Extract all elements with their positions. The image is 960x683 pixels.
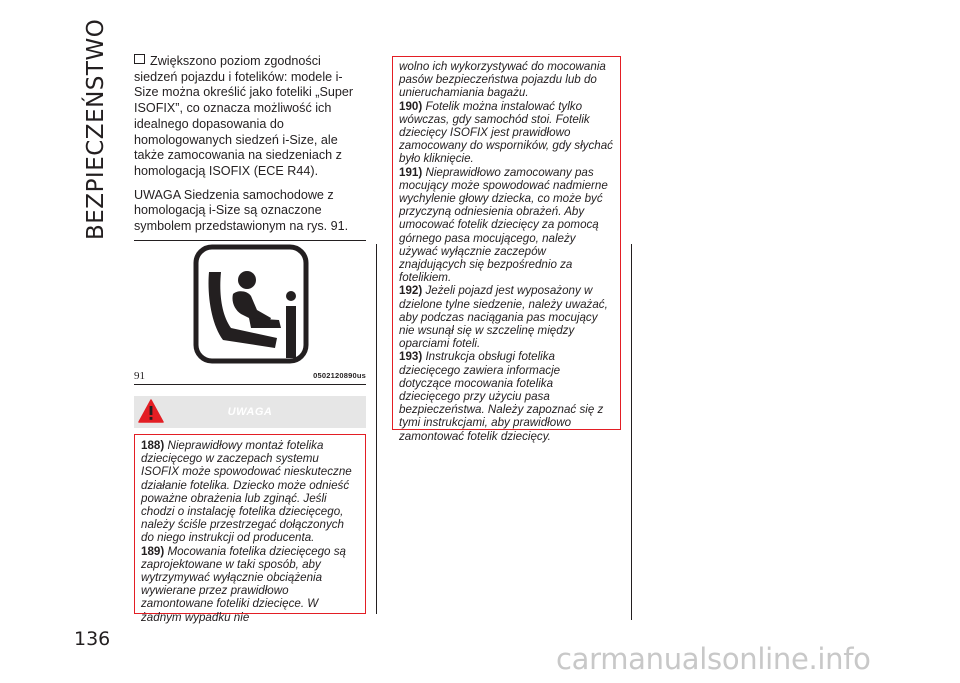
warning-box-continued (392, 56, 621, 443)
child-seat-isofix-icon (193, 244, 309, 364)
figure-number: 91 (134, 370, 145, 382)
warning-item: 189) Mocowania fotelika dziecięcego są zaprojektowane w taki sposób, aby wytrzymywać wyłącznie obciążenia wywierane przez prawidłowo zamontowane foteliki dziecięce. W żadnym wypadku nie (141, 544, 346, 624)
square-bullet-icon (134, 54, 145, 64)
figure-code: 0502120890us (313, 371, 366, 380)
column-divider (631, 244, 632, 620)
warning-title: UWAGA (227, 406, 273, 418)
paragraph: Zwiększono poziom zgodności siedzeń pojazdu i fotelików: modele i-Size można określić jako foteliki „Super ISOFIX”, co oznacza możliwość ich idealnego dopasowania do homologowanych siedzeń i-Size, ale także zamocowania na siedzeniach z homologacją ISOFIX (ECE R44). (134, 54, 354, 178)
watermark: carmanualsonline.info (556, 642, 871, 676)
page-number: 136 (74, 628, 111, 650)
section-title: BEZPIECZEŃSTWO (83, 18, 109, 240)
figure-top-rule (134, 240, 366, 241)
paragraph-note: UWAGA Siedzenia samochodowe z homologacją i-Size są oznaczone symbolem przedstawionym na rys. 91. (134, 187, 349, 234)
figure-bottom-rule (134, 384, 366, 385)
warning-item: wolno ich wykorzystywać do mocowania pasów bezpieczeństwa pojazdu lub do unieruchamiania bagażu. (399, 60, 606, 100)
warning-box (134, 434, 366, 624)
column-divider (376, 244, 377, 614)
body-text (134, 54, 366, 243)
warning-header (134, 396, 366, 428)
warning-item: 190) Fotelik można instalować tylko wówczas, gdy samochód stoi. Fotelik dziecięcy ISOFIX jest prawidłowo zamocowany do wsporników, gdy słychać było kliknięcie. (399, 99, 613, 166)
warning-item: 188) Nieprawidłowy montaż fotelika dziecięcego w zaczepach systemu ISOFIX może spowodować nieskuteczne działanie fotelika. Dziecko może odnieść poważne obrażenia lub zginąć. Jeśli chodzi o instalację fotelika dziecięcego, należy ściśle przestrzegać dołączonych do niego instrukcji od producenta. (141, 439, 352, 545)
warning-item: 193) Instrukcja obsługi fotelika dziecięcego zawiera informacje dotyczące mocowania fotelika dziecięcego przy użyciu pasa bezpieczeństwa. Należy zapoznać się z tymi instrukcjami, aby prawidłowo zamontować fotelik dziecięcy. (399, 350, 604, 443)
warning-item: 192) Jeżeli pojazd jest wyposażony w dzielone tylne siedzenie, należy uważać, aby podczas naciągania pas mocujący nie wsunął się w szczelinę między oparciami foteli. (399, 284, 608, 351)
warning-item: 191) Nieprawidłowo zamocowany pas mocujący może spowodować nadmierne wychylenie głowy dziecka, co może być przyczyną odniesienia obrażeń. Aby umocować fotelik dziecięcy za pomocą górnego pasa mocującego, należy używać wyłącznie zaczepów znajdujących się bezpośrednio za fotelikiem. (399, 165, 608, 285)
